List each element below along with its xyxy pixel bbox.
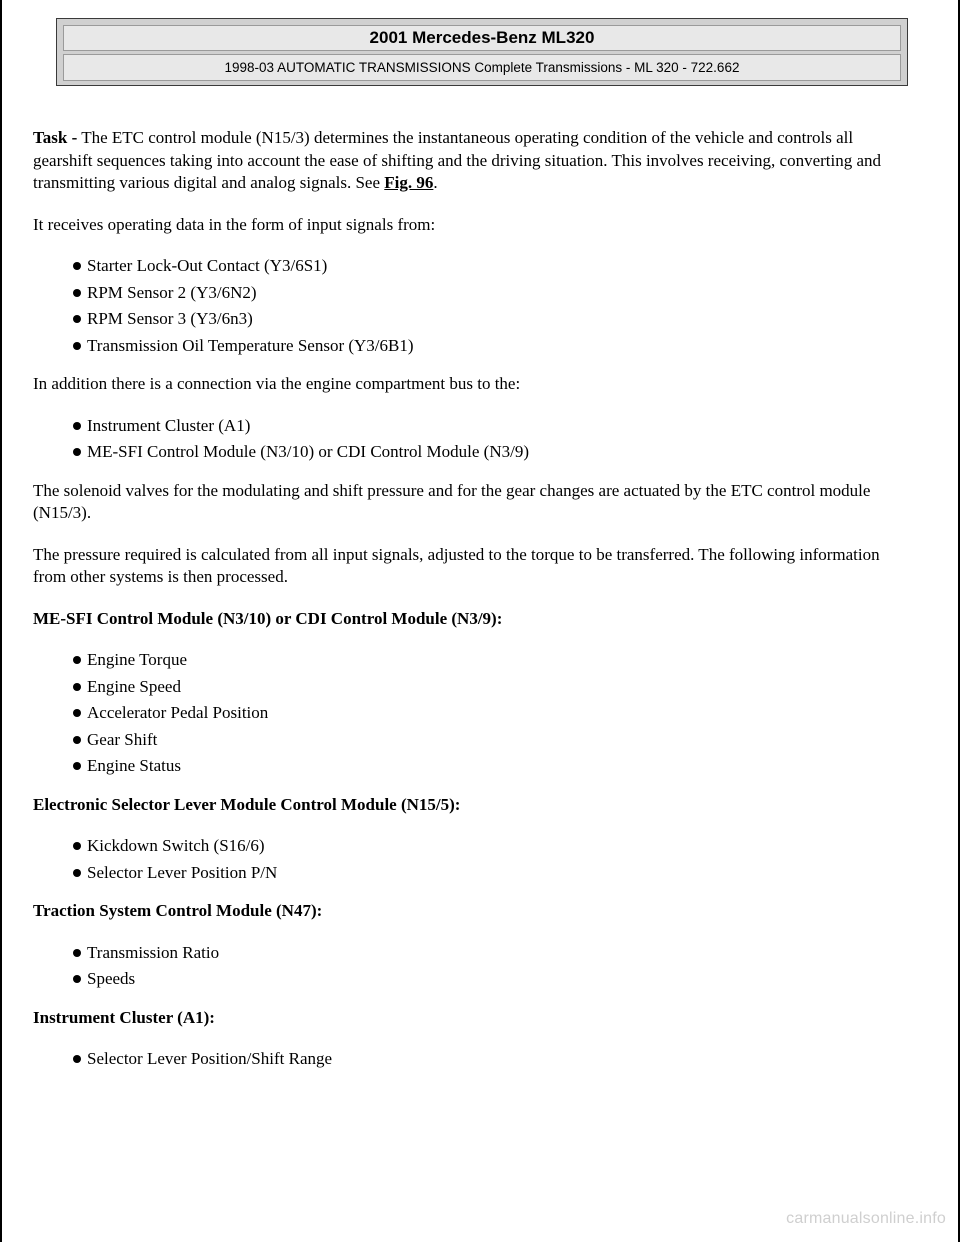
watermark: carmanualsonline.info	[786, 1210, 946, 1227]
list-item: Speeds	[33, 968, 913, 995]
list-item: Accelerator Pedal Position	[33, 702, 913, 729]
list-item: Selector Lever Position P/N	[33, 862, 913, 889]
intro-paragraph	[33, 127, 913, 195]
list-item: RPM Sensor 3 (Y3/6n3)	[33, 308, 913, 335]
list-item: Kickdown Switch (S16/6)	[33, 835, 913, 862]
bus-items-list	[33, 415, 913, 468]
document-header	[56, 18, 908, 86]
list-item: ME-SFI Control Module (N3/10) or CDI Control Module (N3/9)	[33, 441, 913, 468]
header-title: 2001 Mercedes-Benz ML320	[63, 25, 901, 51]
section-heading-me-sfi: ME-SFI Control Module (N3/10) or CDI Control Module (N3/9):	[33, 608, 503, 628]
task-text: The ETC control module (N15/3) determines the instantaneous operating condition of the vehicle and controls all gearshift sequences taking into account the ease of shifting and the driving situation. This involves receiving, converting and transmitting various digital and analog signals. See	[33, 128, 882, 192]
list-item: Starter Lock-Out Contact (Y3/6S1)	[33, 255, 913, 282]
section-heading-instrument-cluster: Instrument Cluster (A1):	[33, 1007, 215, 1027]
section-heading-selector-lever: Electronic Selector Lever Module Control Module (N15/5):	[33, 794, 461, 814]
list-item: RPM Sensor 2 (Y3/6N2)	[33, 282, 913, 309]
pressure-paragraph: The pressure required is calculated from all input signals, adjusted to the torque to be transferred. The following information from other systems is then processed.	[33, 544, 880, 586]
section-heading-traction: Traction System Control Module (N47):	[33, 901, 323, 920]
page-border-left	[0, 0, 2, 1242]
bus-paragraph: In addition there is a connection via the engine compartment bus to the:	[33, 374, 521, 393]
selector-lever-list	[33, 835, 913, 888]
list-item: Engine Speed	[33, 676, 913, 703]
input-signals-list	[33, 255, 913, 361]
list-item: Selector Lever Position/Shift Range	[33, 1048, 913, 1075]
list-item: Instrument Cluster (A1)	[33, 415, 913, 442]
list-item: Transmission Ratio	[33, 942, 913, 969]
list-item: Transmission Oil Temperature Sensor (Y3/6B1)	[33, 335, 913, 362]
list-item: Gear Shift	[33, 729, 913, 756]
header-subtitle: 1998-03 AUTOMATIC TRANSMISSIONS Complete Transmissions - ML 320 - 722.662	[63, 54, 901, 81]
traction-list	[33, 942, 913, 995]
figure-link[interactable]: Fig. 96	[384, 173, 434, 192]
intro-end: .	[433, 173, 438, 192]
solenoid-paragraph: The solenoid valves for the modulating and shift pressure and for the gear changes are actuated by the ETC control module (N15/3).	[33, 480, 871, 522]
me-sfi-list	[33, 649, 913, 782]
list-item: Engine Torque	[33, 649, 913, 676]
instrument-cluster-list	[33, 1048, 913, 1075]
receives-paragraph: It receives operating data in the form of input signals from:	[33, 214, 436, 234]
task-label: Task -	[33, 128, 78, 147]
document-body	[33, 127, 913, 1075]
list-item: Engine Status	[33, 755, 913, 782]
